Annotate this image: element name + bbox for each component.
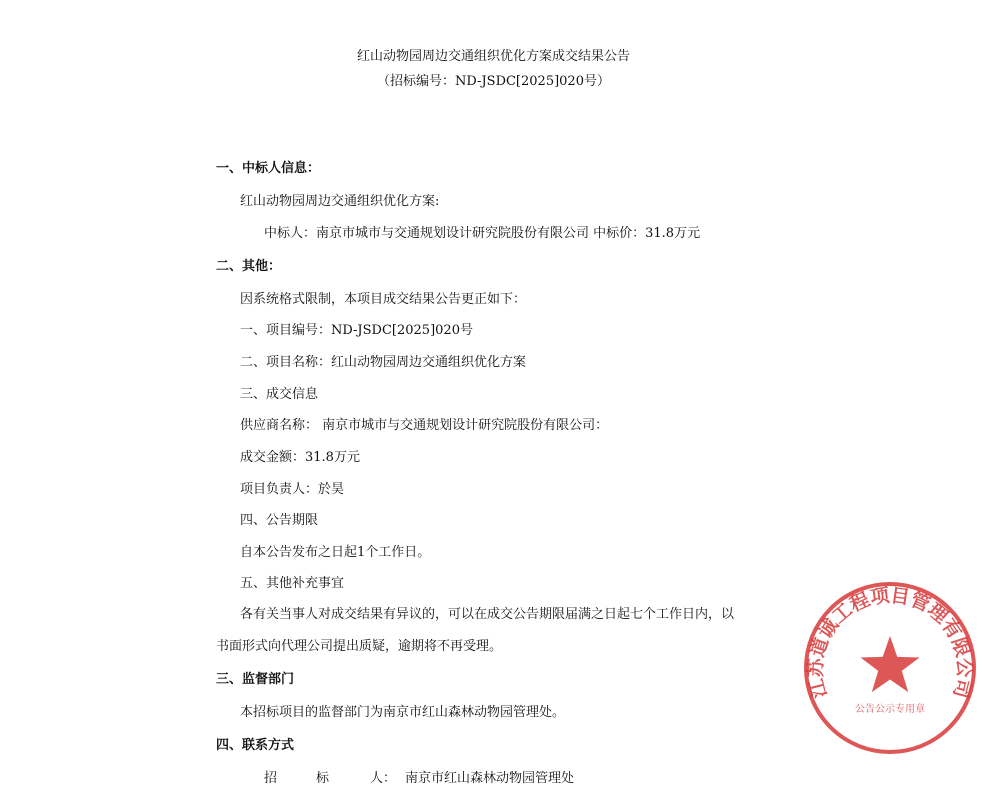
contact-value: 南京市红山森林动物园管理处 — [405, 771, 575, 786]
correction-intro: 因系统格式限制，本项目成交结果公告更正如下： — [240, 292, 527, 307]
seal-ring-text: 江苏道诚工程项目管理有限公司 — [804, 584, 976, 701]
supervision-text: 本招标项目的监督部门为南京市红山森林动物园管理处。 — [240, 705, 566, 720]
section-heading-supervision: 三、监督部门 — [216, 672, 295, 687]
document-title: 红山动物园周边交通组织优化方案成交结果公告 — [356, 49, 630, 64]
section-heading-contact: 四、联系方式 — [216, 738, 295, 753]
item-project-number: 一、项目编号：ND-JSDC[2025]020号 — [240, 323, 473, 338]
objection-text-line2: 书面形式向代理公司提出质疑，逾期将不再受理。 — [216, 639, 503, 654]
supplier-line: 供应商名称： 南京市城市与交通规划设计研究院股份有限公司： — [240, 418, 609, 433]
seal-star-icon — [861, 636, 920, 692]
contact-label-char-3: 人： — [370, 771, 397, 786]
item-project-name: 二、项目名称：红山动物园周边交通组织优化方案 — [240, 355, 527, 370]
project-name-line: 红山动物园周边交通组织优化方案: — [240, 194, 440, 209]
company-seal — [802, 580, 978, 756]
contact-label-char-1: 招 — [264, 771, 278, 786]
document-subtitle: （招标编号：ND-JSDC[2025]020号） — [377, 74, 610, 89]
manager-line: 项目负责人：於昊 — [240, 482, 345, 497]
contact-row-tenderer — [264, 771, 574, 787]
seal-inner-text: 公告公示专用章 — [855, 704, 925, 715]
item-notice-period: 四、公告期限 — [240, 513, 319, 528]
amount-line: 成交金额：31.8万元 — [240, 450, 360, 465]
section-heading-other: 二、其他： — [216, 259, 282, 274]
contact-label-char-2: 标 — [316, 771, 330, 786]
objection-text-line1: 各有关当事人对成交结果有异议的，可以在成交公告期限届满之日起七个工作日内，以 — [240, 607, 735, 622]
item-deal-info: 三、成交信息 — [240, 387, 319, 402]
section-heading-winner: 一、中标人信息： — [216, 161, 321, 176]
winner-line: 中标人：南京市城市与交通规划设计研究院股份有限公司 中标价：31.8万元 — [264, 226, 701, 241]
notice-period-text: 自本公告发布之日起1个工作日。 — [240, 545, 431, 560]
item-other-matters: 五、其他补充事宜 — [240, 576, 345, 591]
